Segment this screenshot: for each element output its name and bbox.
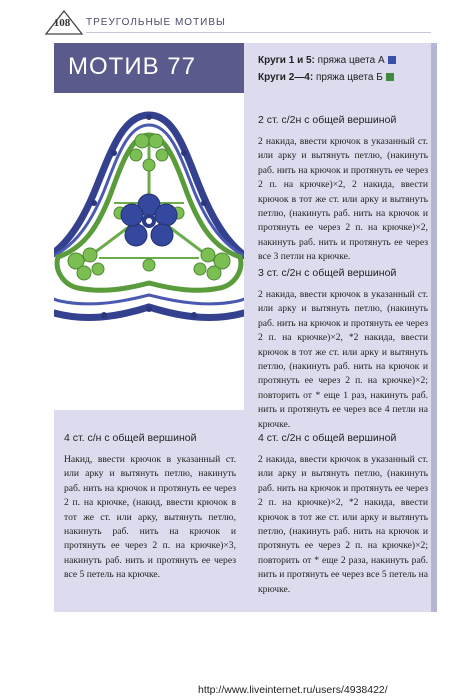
title-block (54, 43, 244, 93)
page-number: 108 (53, 17, 71, 29)
section-title-2tr-cluster: 2 ст. с/2н с общей вершиной (258, 114, 397, 126)
section-body-3tr-cluster: 2 накида, ввести крючок в указанный ст. или арку и вытянуть петлю, (накинуть раб. нить на крючок и протянуть ее через 2 п. на крючке)×2, *2 накида, ввести крючок в тот же ст. или арку и вытянуть петлю, (накинуть раб. нить на крючок и протянуть ее через 2 п. на крючке)×2; повторить от * еще 1 раз, накинуть раб. нить и протянуть ее через все 4 петли на крючке. (258, 289, 428, 430)
header-rule (86, 32, 431, 33)
section-body-4dc-cluster: Накид, ввести крючок в указанный ст. или арку и вытянуть петлю, накинуть раб. нить на крючок и протянуть ее через 2 п. на крючке, (накид, ввести крючок в тот же ст. или арку, вытянуть петлю, накинуть раб. нить на крючок и протянуть ее через 2 п. на крючке)×3, накинуть раб. нить и протянуть ее через все 5 петель на крючке. (64, 454, 236, 581)
motif-title: МОТИВ 77 (68, 53, 196, 80)
color-b-swatch (386, 73, 394, 81)
section-title-3tr-cluster: 3 ст. с/2н с общей вершиной (258, 267, 397, 279)
yarn-a-text: пряжа цвета А (317, 55, 385, 66)
yarn-legend (258, 52, 428, 86)
section-title-4tr-cluster: 4 ст. с/2н с общей вершиной (258, 432, 397, 444)
section-body-2tr-cluster: 2 накида, ввести крючок в указанный ст. или арку и вытянуть петлю, (накинуть раб. нить на крючок и протянуть ее через 2 п. на крючке)×2, 2 накида, ввести крючок в тот же ст. или арку и вытянуть петлю, (накинуть раб. нить на крючок и протянуть ее через 2 п. на крючке)×2, накинуть раб. нить и протянуть ее через все 3 петли на крючке. (258, 136, 428, 263)
side-strip (431, 43, 437, 612)
color-a-swatch (388, 56, 396, 64)
crochet-motif-image (54, 93, 244, 410)
yarn-line-a (258, 52, 428, 69)
source-url: http://www.liveinternet.ru/users/4938422/ (198, 684, 388, 696)
yarn-a-label: Круги 1 и 5: (258, 55, 315, 66)
yarn-b-label: Круги 2—4: (258, 72, 314, 83)
section-body-4tr-cluster: 2 накида, ввести крючок в указанный ст. или арку и вытянуть петлю, (накинуть раб. нить на крючок и протянуть ее через 2 п. на крючке)×2, *2 накида, ввести крючок в тот же ст. или арку и вытянуть петлю, (накинуть раб. нить на крючок и протянуть ее через 2 п. на крючке)×2; повторить от * еще 2 раза, накинуть раб. нить и протянуть ее через все 5 петель на крючке. (258, 454, 428, 595)
yarn-line-b (258, 69, 428, 86)
page-header (0, 0, 450, 40)
yarn-b-text: пряжа цвета Б (315, 72, 383, 83)
motif-photo (54, 93, 244, 410)
running-title: ТРЕУГОЛЬНЫЕ МОТИВЫ (86, 17, 226, 28)
section-title-4dc-cluster: 4 ст. с/н с общей вершиной (64, 432, 197, 444)
